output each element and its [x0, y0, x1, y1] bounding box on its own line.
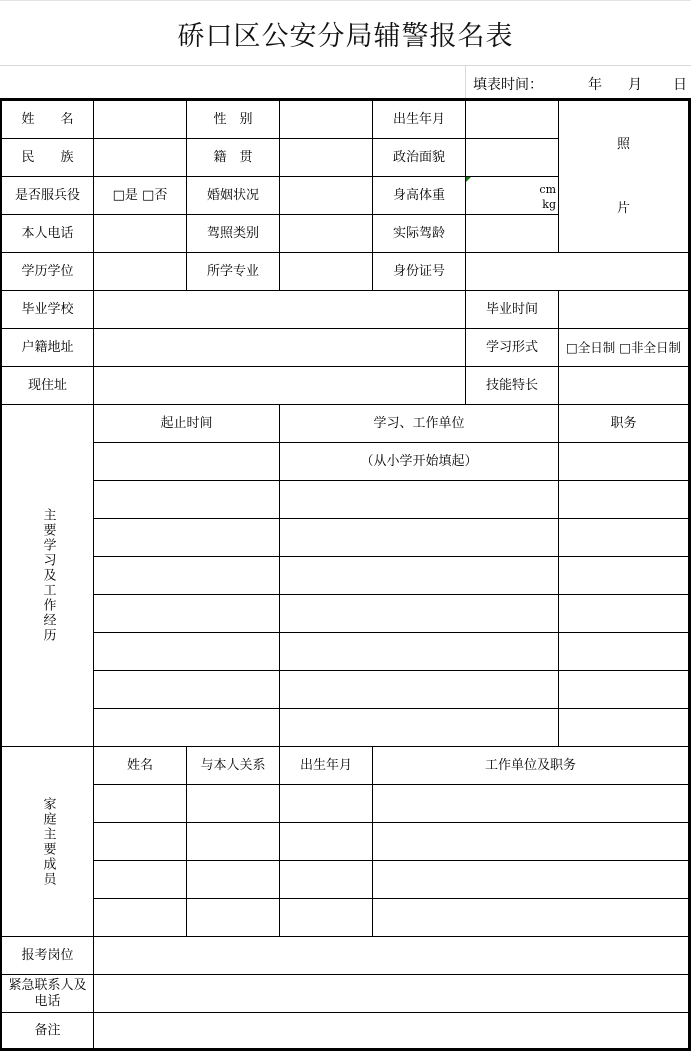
family-section-label: 家庭主要成员: [2, 747, 94, 937]
label-birth: 出生年月: [373, 101, 466, 139]
fill-date-row: [0, 66, 691, 99]
license-type-field[interactable]: [280, 215, 373, 253]
family-header-work: 工作单位及职务: [373, 747, 688, 785]
school-field[interactable]: [94, 291, 466, 329]
experience-period-7[interactable]: [94, 671, 280, 709]
experience-unit-7[interactable]: [280, 671, 559, 709]
experience-position-1[interactable]: [559, 443, 688, 481]
title-area: [0, 0, 691, 66]
experience-header-period: 起止时间: [94, 405, 280, 443]
label-remarks: 备注: [2, 1013, 94, 1049]
position-field[interactable]: [94, 937, 688, 975]
experience-header-unit: 学习、工作单位: [280, 405, 559, 443]
family-name-2[interactable]: [94, 823, 187, 861]
label-study-form: 学习形式: [466, 329, 559, 367]
label-emergency-line2: 电话: [34, 993, 61, 1009]
label-name: 姓 名: [2, 101, 94, 139]
label-education: 学历学位: [2, 253, 94, 291]
family-work-3[interactable]: [373, 861, 688, 899]
fill-date-day: 日: [673, 77, 687, 93]
photo-box[interactable]: [559, 101, 688, 253]
experience-unit-3[interactable]: [280, 519, 559, 557]
experience-period-4[interactable]: [94, 557, 280, 595]
family-birth-4[interactable]: [280, 899, 373, 937]
label-emergency-line1: 紧急联系人及: [8, 977, 87, 993]
native-place-field[interactable]: [280, 139, 373, 177]
experience-unit-8[interactable]: [280, 709, 559, 747]
experience-unit-6[interactable]: [280, 633, 559, 671]
label-major: 所学专业: [187, 253, 280, 291]
military-checkboxes[interactable]: □是 □否: [94, 177, 187, 215]
experience-header-position: 职务: [559, 405, 688, 443]
family-work-4[interactable]: [373, 899, 688, 937]
experience-position-8[interactable]: [559, 709, 688, 747]
label-grad-time: 毕业时间: [466, 291, 559, 329]
family-work-1[interactable]: [373, 785, 688, 823]
family-header-birth: 出生年月: [280, 747, 373, 785]
marital-field[interactable]: [280, 177, 373, 215]
gender-field[interactable]: [280, 101, 373, 139]
photo-label-top: 照: [616, 136, 630, 152]
experience-position-2[interactable]: [559, 481, 688, 519]
gridline: [465, 66, 466, 99]
label-ethnicity: 民 族: [2, 139, 94, 177]
family-relation-3[interactable]: [187, 861, 280, 899]
experience-unit-1[interactable]: （从小学开始填起）: [280, 443, 559, 481]
ethnicity-field[interactable]: [94, 139, 187, 177]
hukou-field[interactable]: [94, 329, 466, 367]
study-form-checkboxes[interactable]: □全日制 □非全日制: [559, 329, 688, 367]
label-phone: 本人电话: [2, 215, 94, 253]
label-license-type: 驾照类别: [187, 215, 280, 253]
label-driving-years: 实际驾龄: [373, 215, 466, 253]
registration-form: [0, 98, 691, 1051]
fill-date-label: 填表时间：: [473, 77, 543, 93]
label-marital: 婚姻状况: [187, 177, 280, 215]
experience-period-6[interactable]: [94, 633, 280, 671]
family-work-2[interactable]: [373, 823, 688, 861]
experience-period-2[interactable]: [94, 481, 280, 519]
phone-field[interactable]: [94, 215, 187, 253]
label-id-number: 身份证号: [373, 253, 466, 291]
experience-period-3[interactable]: [94, 519, 280, 557]
family-header-name: 姓名: [94, 747, 187, 785]
skills-field[interactable]: [559, 367, 688, 405]
family-relation-4[interactable]: [187, 899, 280, 937]
comment-marker-icon: [466, 177, 471, 182]
height-weight-field[interactable]: [466, 177, 559, 215]
driving-years-field[interactable]: [466, 215, 559, 253]
label-hukou: 户籍地址: [2, 329, 94, 367]
height-unit: cm: [539, 183, 556, 196]
family-birth-3[interactable]: [280, 861, 373, 899]
remarks-field[interactable]: [94, 1013, 688, 1049]
emergency-field[interactable]: [94, 975, 688, 1013]
family-name-3[interactable]: [94, 861, 187, 899]
political-field[interactable]: [466, 139, 559, 177]
experience-position-6[interactable]: [559, 633, 688, 671]
family-relation-1[interactable]: [187, 785, 280, 823]
family-name-4[interactable]: [94, 899, 187, 937]
experience-position-3[interactable]: [559, 519, 688, 557]
label-native-place: 籍 贯: [187, 139, 280, 177]
label-skills: 技能特长: [466, 367, 559, 405]
experience-section-label: 主要学习及工作经历: [2, 405, 94, 747]
form-title: 硚口区公安分局辅警报名表: [177, 20, 514, 52]
experience-position-5[interactable]: [559, 595, 688, 633]
label-emergency: [2, 975, 94, 1013]
id-number-field[interactable]: [466, 253, 688, 291]
experience-position-4[interactable]: [559, 557, 688, 595]
label-address: 现住址: [2, 367, 94, 405]
education-field[interactable]: [94, 253, 187, 291]
experience-period-5[interactable]: [94, 595, 280, 633]
family-header-relation: 与本人关系: [187, 747, 280, 785]
label-position: 报考岗位: [2, 937, 94, 975]
family-name-1[interactable]: [94, 785, 187, 823]
grad-time-field[interactable]: [559, 291, 688, 329]
experience-unit-2[interactable]: [280, 481, 559, 519]
experience-period-8[interactable]: [94, 709, 280, 747]
birth-field[interactable]: [466, 101, 559, 139]
family-birth-1[interactable]: [280, 785, 373, 823]
address-field[interactable]: [94, 367, 466, 405]
experience-unit-5[interactable]: [280, 595, 559, 633]
major-field[interactable]: [280, 253, 373, 291]
family-relation-2[interactable]: [187, 823, 280, 861]
name-field[interactable]: [94, 101, 187, 139]
experience-period-1[interactable]: [94, 443, 280, 481]
photo-label-bottom: 片: [616, 200, 630, 216]
weight-unit: kg: [542, 198, 556, 211]
label-political: 政治面貌: [373, 139, 466, 177]
family-birth-2[interactable]: [280, 823, 373, 861]
experience-position-7[interactable]: [559, 671, 688, 709]
label-school: 毕业学校: [2, 291, 94, 329]
fill-date-month: 月: [628, 77, 642, 93]
label-gender: 性 别: [187, 101, 280, 139]
label-height-weight: 身高体重: [373, 177, 466, 215]
experience-unit-4[interactable]: [280, 557, 559, 595]
fill-date-year: 年: [588, 77, 602, 93]
label-military: 是否服兵役: [2, 177, 94, 215]
